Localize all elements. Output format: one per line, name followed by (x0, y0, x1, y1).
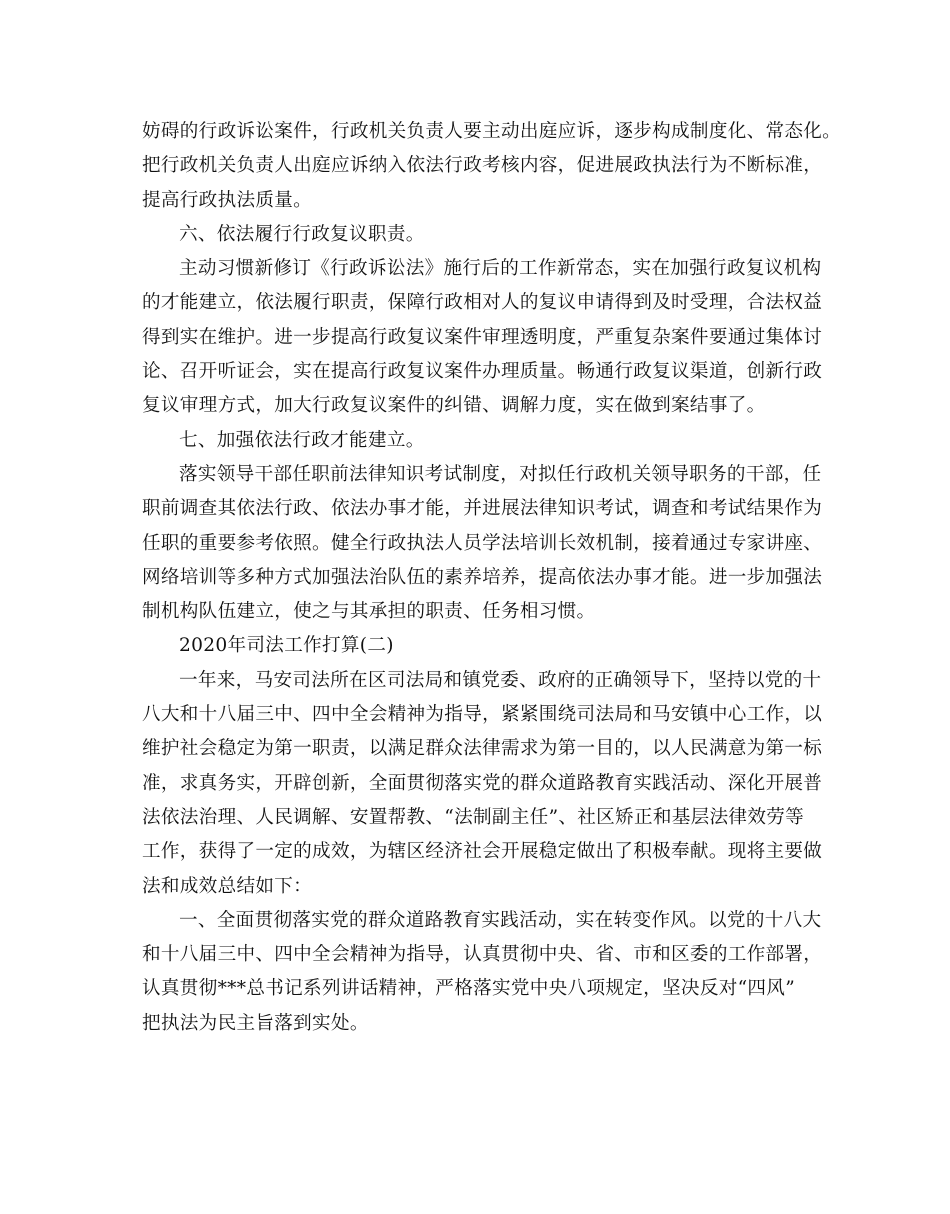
document-line: 六、依法履行行政复议职责。 (179, 223, 425, 245)
document-line: 网络培训等多种方式加强法治队伍的素养培养，提高依法办事才能。进一步加强法 (142, 566, 823, 588)
document-line: 法依法治理、人民调解、安置帮教、“法制副主任”、社区矫正和基层法律效劳等 (142, 806, 804, 828)
document-line: 工作，获得了一定的成效，为辖区经济社会开展稳定做出了积极奉献。现将主要做 (142, 841, 823, 863)
document-line: 把执法为民主旨落到实处。 (142, 1012, 369, 1034)
document-line: 提高行政执法质量。 (142, 189, 313, 211)
document-line: 和十八届三中、四中全会精神为指导，认真贯彻中央、省、市和区委的工作部署， (142, 944, 823, 966)
document-line: 复议审理方式，加大行政复议案件的纠错、调解力度，实在做到案结事了。 (142, 395, 766, 417)
document-body (142, 115, 842, 1041)
document-line: 主动习惯新修订《行政诉讼法》施行后的工作新常态，实在加强行政复议机构 (179, 258, 822, 280)
document-line: 职前调查其依法行政、依法办事才能，并进展法律知识考试，调查和考试结果作为 (142, 498, 823, 520)
document-line: 的才能建立，依法履行职责，保障行政相对人的复议申请得到及时受理，合法权益 (142, 292, 823, 314)
document-line: 一、全面贯彻落实党的群众道路教育实践活动，实在转变作风。以党的十八大 (179, 909, 822, 931)
document-line: 落实领导干部任职前法律知识考试制度，对拟任行政机关领导职务的干部，任 (179, 463, 822, 485)
document-line: 把行政机关负责人出庭应诉纳入依法行政考核内容，促进展政执法行为不断标准， (142, 155, 823, 177)
document-line: 论、召开听证会，实在提高行政复议案件办理质量。畅通行政复议渠道，创新行政 (142, 361, 823, 383)
document-line: 制机构队伍建立，使之与其承担的职责、任务相习惯。 (142, 601, 596, 623)
document-line: 妨碍的行政诉讼案件，行政机关负责人要主动出庭应诉，逐步构成制度化、常态化。 (142, 121, 842, 142)
document-line: 准，求真务实，开辟创新，全面贯彻落实党的群众道路教育实践活动、深化开展普 (142, 772, 823, 794)
document-line: 得到实在维护。进一步提高行政复议案件审理透明度，严重复杂案件要通过集体讨 (142, 326, 823, 348)
document-line: 七、加强依法行政才能建立。 (179, 429, 425, 451)
document-line: 一年来，马安司法所在区司法局和镇党委、政府的正确领导下，坚持以党的十 (179, 669, 822, 691)
document-line: 八大和十八届三中、四中全会精神为指导，紧紧围绕司法局和马安镇中心工作，以 (142, 704, 823, 726)
document-line: 维护社会稳定为第一职责，以满足群众法律需求为第一目的，以人民满意为第一标 (142, 738, 823, 760)
document-line: 2020年司法工作打算(二) (179, 635, 394, 657)
document-line: 法和成效总结如下： (142, 875, 313, 897)
document-line: 认真贯彻***总书记系列讲话精神，严格落实党中央八项规定，坚决反对“四风” (142, 978, 796, 1000)
document-line: 任职的重要参考依照。健全行政执法人员学法培训长效机制，接着通过专家讲座、 (142, 532, 823, 554)
